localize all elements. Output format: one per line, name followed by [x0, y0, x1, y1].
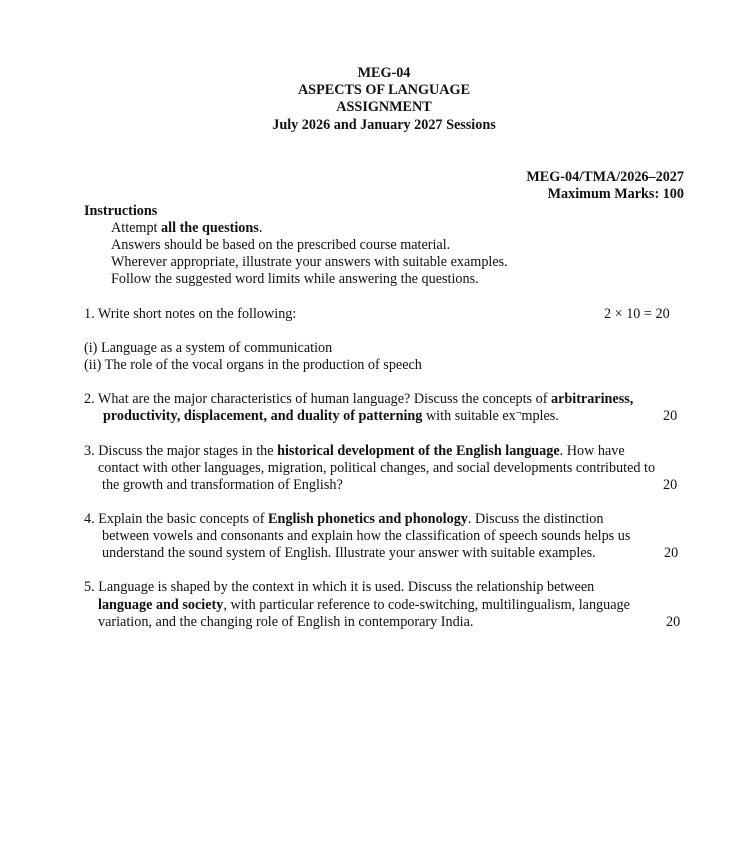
question-2-line-1 — [84, 391, 633, 408]
question-2-marks: 20 — [663, 408, 678, 424]
question-3-line-1 — [84, 443, 625, 460]
question-4-line-1 — [84, 511, 603, 528]
question-4-pre: 4. Explain the basic concepts of — [84, 511, 268, 527]
course-title: ASPECTS OF LANGUAGE — [297, 82, 471, 98]
question-4-line-3: understand the sound system of English. Illustrate your answer with suitable examples. — [102, 545, 596, 561]
question-2-post-end: mples. — [521, 408, 559, 424]
instruction-1-post: . — [258, 220, 263, 236]
instruction-line-1 — [111, 220, 262, 237]
question-3-bold: historical development of the English language — [277, 443, 560, 459]
question-2-pre: 2. What are the major characteristics of human language? Discuss the concepts of — [84, 391, 551, 407]
question-5-line-2 — [98, 597, 630, 614]
question-5-bold: language and society — [98, 597, 224, 613]
instruction-1-pre: Attempt — [111, 220, 162, 236]
question-5-line-1: 5. Language is shaped by the context in which it is used. Discuss the relationship between — [84, 579, 595, 595]
instructions-heading: Instructions — [84, 203, 158, 219]
instruction-line-4: Follow the suggested word limits while answering the questions. — [111, 271, 479, 287]
maximum-marks: Maximum Marks: 100 — [547, 186, 684, 202]
question-2-bold-1: arbitrariness, — [550, 391, 634, 407]
course-code: MEG-04 — [357, 65, 411, 81]
question-4-post: . Discuss the distinction — [467, 511, 604, 527]
question-1-subitem-1: (i) Language as a system of communication — [84, 340, 333, 356]
question-1-marks: 2 × 10 = 20 — [604, 306, 670, 322]
question-2-line-2 — [103, 408, 559, 426]
instruction-1-bold: all the questions — [161, 220, 259, 236]
question-4-bold: English phonetics and phonology — [268, 511, 468, 527]
question-3-line-2: contact with other languages, migration, political changes, and social developments contributed to — [98, 460, 656, 476]
question-1-text: 1. Write short notes on the following: — [84, 306, 297, 322]
document-type: ASSIGNMENT — [336, 99, 432, 115]
sessions-title: July 2026 and January 2027 Sessions — [272, 117, 496, 133]
question-2-post: with suitable ex — [422, 408, 516, 424]
question-2-glyph: ¬ — [515, 408, 522, 419]
question-5-line-2-post: , with particular reference to code-switching, multilingualism, language — [223, 597, 630, 613]
question-2-bold-2: productivity, displacement, and duality of patterning — [103, 408, 423, 424]
question-5-line-3: variation, and the changing role of English in contemporary India. — [98, 614, 474, 630]
question-3-line-3: the growth and transformation of English? — [102, 477, 343, 493]
instruction-line-2: Answers should be based on the prescribed course material. — [111, 237, 451, 253]
question-1-subitem-2: (ii) The role of the vocal organs in the production of speech — [84, 357, 422, 373]
instruction-line-3: Wherever appropriate, illustrate your answers with suitable examples. — [111, 254, 508, 270]
question-3-pre: 3. Discuss the major stages in the — [84, 443, 278, 459]
question-4-marks: 20 — [664, 545, 679, 561]
question-3-marks: 20 — [663, 477, 678, 493]
tma-reference: MEG-04/TMA/2026–2027 — [526, 169, 684, 185]
question-4-line-2: between vowels and consonants and explain how the classification of speech sounds helps us — [102, 528, 631, 544]
question-3-post: . How have — [559, 443, 625, 459]
question-5-marks: 20 — [666, 614, 681, 630]
